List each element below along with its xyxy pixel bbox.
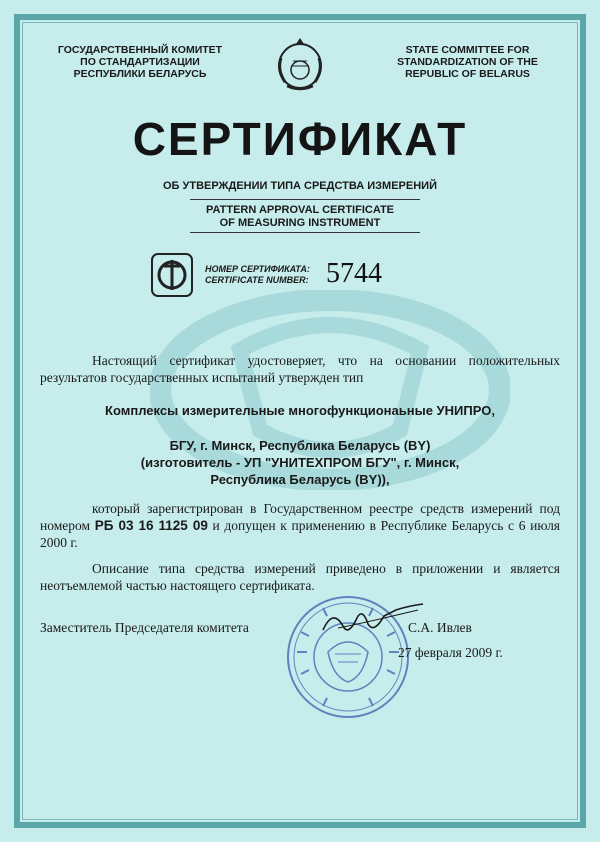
description-paragraph: Описание типа средства измерений приведено в приложении и является неотъемлемой частью настоящего сертификата. [40, 561, 560, 593]
manufacturer-line: БГУ, г. Минск, Республика Беларусь (BY) [169, 438, 431, 453]
intro-paragraph: Настоящий сертификат удостоверяет, что на основании положительных результатов государственных испытаний утвержден тип [40, 353, 560, 385]
divider [190, 199, 420, 200]
registration-paragraph [40, 500, 560, 551]
header-left-line: РЕСПУБЛИКИ БЕЛАРУСЬ [73, 68, 207, 80]
header-right-line: REPUBLIC OF BELARUS [405, 68, 530, 80]
certificate-number: 5744 [326, 258, 382, 289]
header-left [40, 44, 240, 80]
manufacturer-line: Республика Беларусь (BY)), [210, 472, 390, 487]
subtitle-english-line: OF MEASURING INSTRUMENT [219, 217, 381, 229]
certificate-number-label-ru: НОМЕР СЕРТИФИКАТА: [205, 264, 310, 274]
header-right-line: STATE COMMITTEE FOR [405, 44, 530, 56]
header-right-line: STANDARDIZATION OF THE [397, 56, 538, 68]
header-left-line: ПО СТАНДАРТИЗАЦИИ [80, 56, 200, 68]
product-name: Комплексы измерительные многофункционаьные УНИПРО, [105, 403, 495, 418]
belarus-coat-of-arms-icon [275, 36, 325, 92]
header-left-line: ГОСУДАРСТВЕННЫЙ КОМИТЕТ [57, 44, 223, 56]
subtitle-russian: ОБ УТВЕРЖДЕНИИ ТИПА СРЕДСТВА ИЗМЕРЕНИЙ [163, 180, 437, 192]
signatory-name: С.А. Ивлев [408, 620, 472, 635]
signatory-role: Заместитель Председателя комитета [40, 620, 249, 635]
certificate-number-label [205, 264, 310, 286]
divider [190, 232, 420, 233]
document-title: СЕРТИФИКАТ [132, 113, 468, 165]
manufacturer-block [40, 437, 560, 488]
gost-certification-mark-icon [150, 252, 194, 298]
subtitle-english-line: PATTERN APPROVAL CERTIFICATE [205, 204, 395, 216]
subtitle-english [0, 204, 600, 230]
manufacturer-line: (изготовитель - УП "УНИТЕХПРОМ БГУ", г. Минск, [140, 455, 460, 470]
certificate-number-label-en: CERTIFICATE NUMBER: [205, 275, 309, 285]
registration-text: и допущен к применению в Республике Беларусь с 6 июля 2000 г. [40, 518, 561, 550]
registration-text: который зарегистрирован в Государственном реестре средств измерений под номером [40, 501, 560, 533]
registration-number: РБ 03 16 1125 09 [94, 518, 208, 533]
issue-date: 27 февраля 2009 г. [398, 645, 503, 660]
header-right [380, 44, 555, 80]
